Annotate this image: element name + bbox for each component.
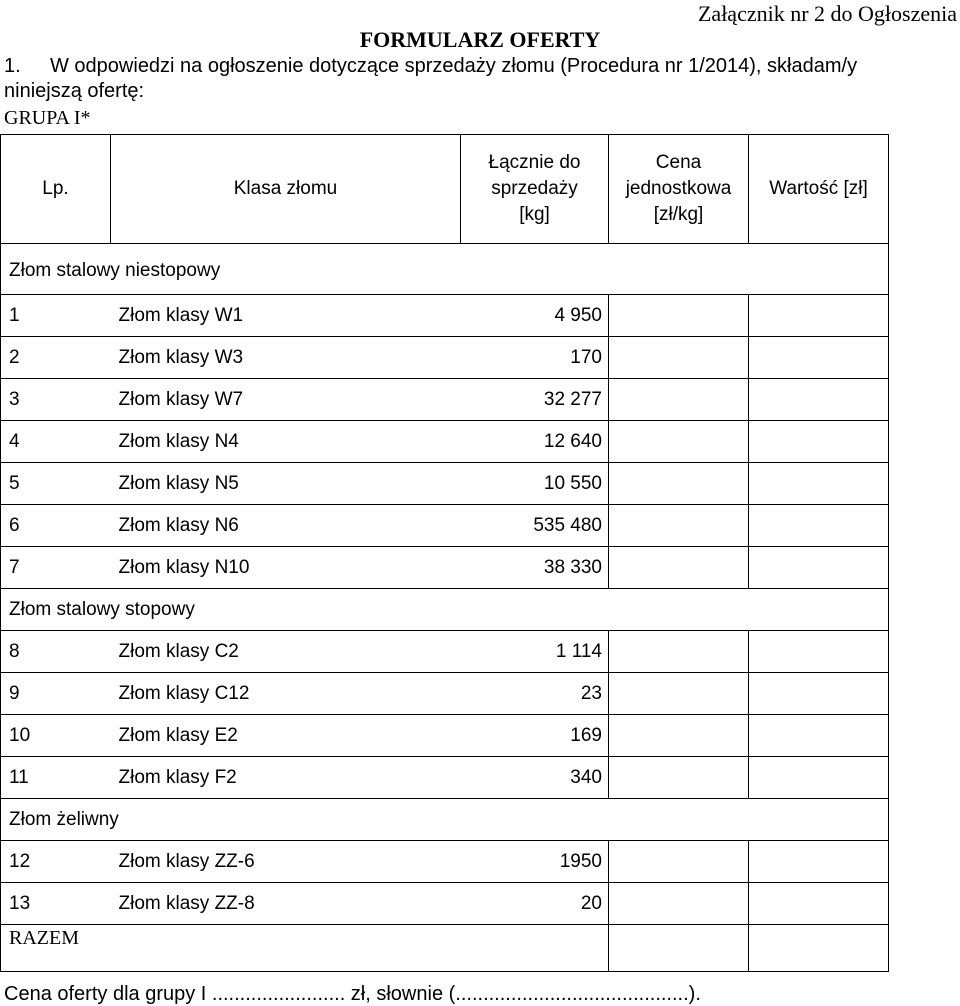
table-header-row — [1, 135, 889, 244]
cell-lp: 5 — [1, 463, 111, 505]
section-title: Złom stalowy niestopowy — [1, 244, 889, 295]
cell-value[interactable] — [749, 757, 889, 799]
cell-lp: 10 — [1, 715, 111, 757]
cell-unit-price[interactable] — [609, 505, 749, 547]
column-header-lp: Lp. — [1, 135, 111, 244]
table-row — [1, 883, 889, 925]
cell-klasa: Złom klasy N5 — [111, 463, 461, 505]
table-row — [1, 757, 889, 799]
cell-lp: 3 — [1, 379, 111, 421]
column-header-quantity-line-1: Łącznie do — [488, 152, 581, 173]
intro-line-1: W odpowiedzi na ogłoszenie dotyczące sprzedaży złomu (Procedura nr 1/2014), składam/y — [50, 55, 858, 77]
table-row — [1, 841, 889, 883]
cell-value[interactable] — [749, 295, 889, 337]
cell-quantity: 4 950 — [461, 295, 609, 337]
table-row — [1, 463, 889, 505]
cell-quantity: 10 550 — [461, 463, 609, 505]
column-header-unit-price-line-2: jednostkowa — [625, 178, 732, 199]
cell-quantity: 169 — [461, 715, 609, 757]
intro-line-2: niniejszą ofertę: — [4, 80, 145, 102]
offer-table — [0, 134, 889, 972]
total-unit-price-cell — [609, 925, 749, 972]
cell-lp: 4 — [1, 421, 111, 463]
cell-unit-price[interactable] — [609, 757, 749, 799]
cell-quantity: 535 480 — [461, 505, 609, 547]
cell-unit-price[interactable] — [609, 883, 749, 925]
section-title: Złom stalowy stopowy — [1, 589, 889, 631]
form-title: FORMULARZ OFERTY — [359, 27, 601, 52]
cell-unit-price[interactable] — [609, 841, 749, 883]
group-label: GRUPA I* — [4, 107, 91, 129]
cell-quantity: 12 640 — [461, 421, 609, 463]
section-row — [1, 799, 889, 841]
section-row — [1, 244, 889, 295]
cell-lp: 1 — [1, 295, 111, 337]
cell-lp: 12 — [1, 841, 111, 883]
table-row — [1, 673, 889, 715]
table-row — [1, 715, 889, 757]
column-header-quantity — [461, 135, 609, 244]
cell-unit-price[interactable] — [609, 421, 749, 463]
cell-quantity: 38 330 — [461, 547, 609, 589]
column-header-unit-price — [609, 135, 749, 244]
table-row — [1, 421, 889, 463]
cell-quantity: 20 — [461, 883, 609, 925]
cell-value[interactable] — [749, 841, 889, 883]
cell-value[interactable] — [749, 673, 889, 715]
total-value-cell[interactable] — [749, 925, 889, 972]
cell-quantity: 1950 — [461, 841, 609, 883]
cell-quantity: 32 277 — [461, 379, 609, 421]
cell-value[interactable] — [749, 547, 889, 589]
table-row — [1, 505, 889, 547]
intro-paragraph — [4, 54, 857, 79]
total-label: RAZEM — [1, 925, 461, 972]
cell-unit-price[interactable] — [609, 463, 749, 505]
table-row — [1, 631, 889, 673]
cell-value[interactable] — [749, 421, 889, 463]
column-header-unit-price-line-1: Cena — [655, 152, 702, 173]
cell-klasa: Złom klasy W7 — [111, 379, 461, 421]
cell-lp: 11 — [1, 757, 111, 799]
cell-lp: 8 — [1, 631, 111, 673]
cell-klasa: Złom klasy N4 — [111, 421, 461, 463]
table-row — [1, 547, 889, 589]
cell-quantity: 340 — [461, 757, 609, 799]
cell-quantity: 1 114 — [461, 631, 609, 673]
cell-klasa: Złom klasy C2 — [111, 631, 461, 673]
section-row — [1, 589, 889, 631]
cell-unit-price[interactable] — [609, 715, 749, 757]
column-header-unit-price-line-3: [zł/kg] — [653, 204, 704, 225]
cell-value[interactable] — [749, 379, 889, 421]
cell-lp: 6 — [1, 505, 111, 547]
cell-klasa: Złom klasy N6 — [111, 505, 461, 547]
cell-unit-price[interactable] — [609, 631, 749, 673]
annex-label: Załącznik nr 2 do Ogłoszenia — [697, 1, 957, 26]
cell-unit-price[interactable] — [609, 295, 749, 337]
column-header-klasa: Klasa złomu — [111, 135, 461, 244]
section-title: Złom żeliwny — [1, 799, 889, 841]
cell-quantity: 23 — [461, 673, 609, 715]
total-row — [1, 925, 889, 972]
cell-klasa: Złom klasy F2 — [111, 757, 461, 799]
cell-unit-price[interactable] — [609, 337, 749, 379]
cell-klasa: Złom klasy E2 — [111, 715, 461, 757]
cell-value[interactable] — [749, 883, 889, 925]
cell-value[interactable] — [749, 631, 889, 673]
cell-lp: 9 — [1, 673, 111, 715]
cell-klasa: Złom klasy C12 — [111, 673, 461, 715]
table-row — [1, 379, 889, 421]
cell-unit-price[interactable] — [609, 673, 749, 715]
table-row — [1, 337, 889, 379]
cell-lp: 2 — [1, 337, 111, 379]
column-header-quantity-line-3: [kg] — [519, 204, 550, 225]
cell-lp: 13 — [1, 883, 111, 925]
cell-klasa: Złom klasy N10 — [111, 547, 461, 589]
cell-klasa: Złom klasy ZZ-8 — [111, 883, 461, 925]
cell-klasa: Złom klasy ZZ-6 — [111, 841, 461, 883]
offer-price-footer: Cena oferty dla grupy I ........................ zł, słownie (..........................................). — [4, 983, 701, 1005]
table-row — [1, 295, 889, 337]
cell-quantity: 170 — [461, 337, 609, 379]
cell-value[interactable] — [749, 505, 889, 547]
cell-klasa: Złom klasy W3 — [111, 337, 461, 379]
column-header-quantity-line-2: sprzedaży — [491, 178, 578, 199]
cell-value[interactable] — [749, 463, 889, 505]
table-body — [1, 244, 889, 972]
cell-unit-price[interactable] — [609, 379, 749, 421]
cell-value[interactable] — [749, 715, 889, 757]
column-header-value: Wartość [zł] — [749, 135, 889, 244]
cell-lp: 7 — [1, 547, 111, 589]
total-quantity-cell — [461, 925, 609, 972]
cell-value[interactable] — [749, 337, 889, 379]
intro-number: 1. — [4, 55, 21, 77]
cell-unit-price[interactable] — [609, 547, 749, 589]
cell-klasa: Złom klasy W1 — [111, 295, 461, 337]
